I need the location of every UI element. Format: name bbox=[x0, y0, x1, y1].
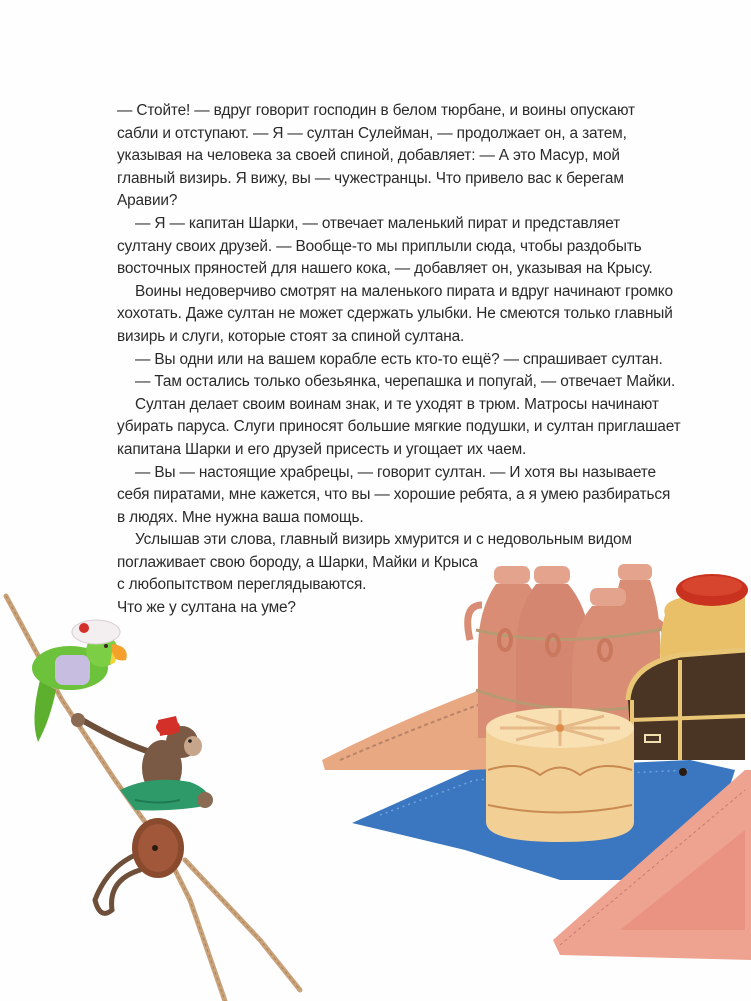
pulley-icon bbox=[132, 818, 184, 878]
blue-carpet-icon bbox=[352, 760, 735, 880]
story-line: — Вы — настоящие храбрецы, — говорит султан. — И хотя вы называете bbox=[135, 463, 656, 481]
story-line: Воины недоверчиво смотрят на маленького пирата и вдруг начинают громко bbox=[135, 282, 673, 300]
story-line: — Вы одни или на вашем корабле есть кто-то ещё? — спрашивает султан. bbox=[135, 350, 663, 368]
story-line: в людях. Мне нужна ваша помощь. bbox=[117, 508, 364, 526]
parrot-icon bbox=[32, 620, 127, 742]
story-line: Султан делает своим воинам знак, и те уходят в трюм. Матросы начинают bbox=[135, 395, 659, 413]
orange-carpet-icon bbox=[322, 690, 520, 770]
story-line: указывая на человека за своей спиной, добавляет: — А это Масур, мой bbox=[117, 147, 620, 165]
story-text bbox=[117, 100, 717, 620]
rope-icon bbox=[6, 596, 300, 1001]
story-line: главный визирь. Я вижу, вы — чужестранцы. Что привело вас к берегам bbox=[117, 169, 624, 187]
story-line: визирь и слуги, которые стоят за спиной султана. bbox=[117, 327, 465, 345]
story-line: сабли и отступают. — Я — султан Сулейман, — продолжает он, а затем, bbox=[117, 124, 627, 142]
story-line: — Там остались только обезьянка, черепашка и попугай, — отвечает Майки. bbox=[135, 373, 676, 391]
story-line: хохотать. Даже султан не может сдержать улыбки. Не смеются только главный bbox=[117, 305, 673, 323]
story-line: поглаживает свою бороду, а Шарки, Майки и Крыса bbox=[117, 553, 478, 571]
story-line: восточных пряностей для нашего кока, — добавляет он, указывая на Крысу. bbox=[117, 260, 653, 278]
pink-carpet-icon bbox=[553, 770, 751, 960]
story-line: себя пиратами, мне кажется, что вы — хорошие ребята, а я умею разбираться bbox=[117, 486, 671, 504]
story-line: — Я — капитан Шарки, — отвечает маленький пират и представляет bbox=[135, 214, 621, 232]
story-line: Что же у султана на уме? bbox=[117, 599, 296, 617]
story-line: с любопытством переглядываются. bbox=[117, 576, 367, 594]
round-pouf-icon bbox=[486, 708, 634, 842]
story-line: — Стойте! — вдруг говорит господин в белом тюрбане, и воины опускают bbox=[117, 102, 635, 119]
story-line: убирать паруса. Слуги приносят большие мягкие подушки, и султан приглашает bbox=[117, 418, 681, 436]
treasure-chest-icon bbox=[628, 650, 745, 776]
story-line: Аравии? bbox=[117, 192, 178, 210]
story-line: капитана Шарки и его друзей присесть и угощает их чаем. bbox=[117, 440, 527, 458]
story-line: Услышав эти слова, главный визирь хмурится и с недовольным видом bbox=[135, 531, 632, 549]
monkey-icon bbox=[71, 713, 213, 913]
story-line: султану своих друзей. — Вообще-то мы приплыли сюда, чтобы раздобыть bbox=[117, 237, 642, 255]
